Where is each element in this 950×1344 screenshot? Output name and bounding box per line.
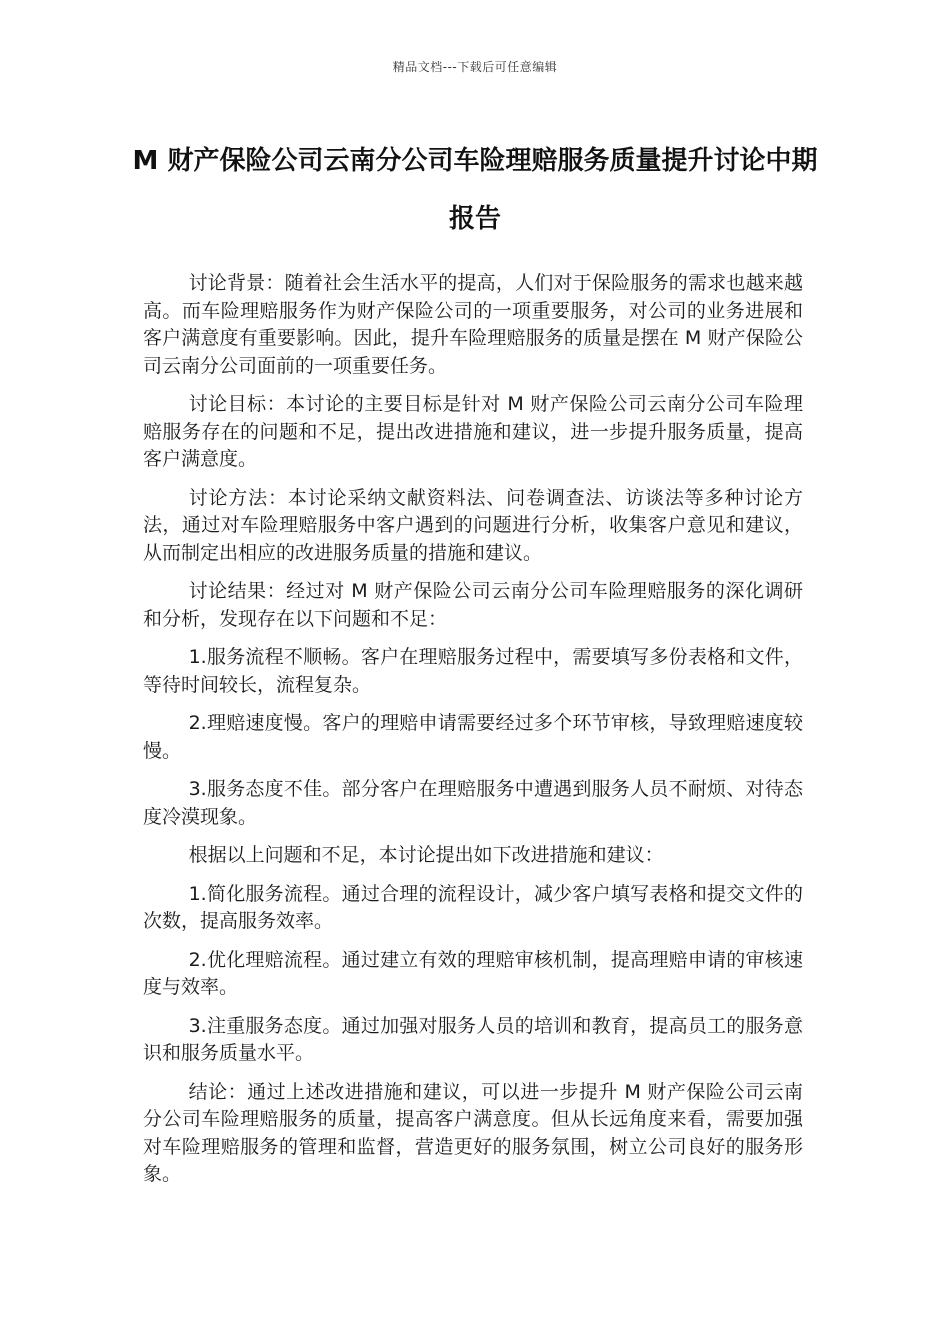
document-title: M 财产保险公司云南分公司车险理赔服务质量提升讨论中期报告 bbox=[132, 146, 818, 234]
header-note: 精品文档---下载后可任意编辑 bbox=[392, 60, 558, 74]
paragraph-results: 讨论结果：经过对 M 财产保险公司云南分公司车险理赔服务的深化调研和分析，发现存在以下问题和不足： bbox=[143, 580, 803, 630]
document-body bbox=[143, 270, 803, 1200]
paragraph-problem-3: 3.服务态度不佳。部分客户在理赔服务中遭遇到服务人员不耐烦、对待态度冷漠现象。 bbox=[143, 778, 803, 828]
paragraph-measure-1: 1.简化服务流程。通过合理的流程设计，减少客户填写表格和提交文件的次数，提高服务效率。 bbox=[143, 882, 803, 932]
paragraph-measure-3: 3.注重服务态度。通过加强对服务人员的培训和教育，提高员工的服务意识和服务质量水平。 bbox=[143, 1014, 803, 1064]
paragraph-problem-1: 1.服务流程不顺畅。客户在理赔服务过程中，需要填写多份表格和文件，等待时间较长，流程复杂。 bbox=[143, 646, 803, 696]
paragraph-measure-2: 2.优化理赔流程。通过建立有效的理赔审核机制，提高理赔申请的审核速度与效率。 bbox=[143, 948, 803, 998]
paragraph-measures-intro: 根据以上问题和不足，本讨论提出如下改进措施和建议： bbox=[188, 844, 664, 866]
paragraph-objective: 讨论目标：本讨论的主要目标是针对 M 财产保险公司云南分公司车险理赔服务存在的问题和不足，提出改进措施和建议，进一步提升服务质量，提高客户满意度。 bbox=[143, 393, 803, 470]
paragraph-problem-2: 2.理赔速度慢。客户的理赔申请需要经过多个环节审核，导致理赔速度较慢。 bbox=[143, 712, 803, 762]
paragraph-conclusion: 结论：通过上述改进措施和建议，可以进一步提升 M 财产保险公司云南分公司车险理赔服务的质量，提高客户满意度。但从长远角度来看，需要加强对车险理赔服务的管理和监督，营造更好的服务氛围，树立公司良好的服务形象。 bbox=[143, 1080, 803, 1185]
paragraph-background: 讨论背景：随着社会生活水平的提高，人们对于保险服务的需求也越来越高。而车险理赔服务作为财产保险公司的一项重要服务，对公司的业务进展和客户满意度有重要影响。因此，提升车险理赔服务的质量是摆在 M 财产保险公司云南分公司面前的一项重要任务。 bbox=[143, 272, 803, 377]
paragraph-method: 讨论方法：本讨论采纳文献资料法、问卷调查法、访谈法等多种讨论方法，通过对车险理赔服务中客户遇到的问题进行分析，收集客户意见和建议，从而制定出相应的改进服务质量的措施和建议。 bbox=[143, 486, 803, 564]
